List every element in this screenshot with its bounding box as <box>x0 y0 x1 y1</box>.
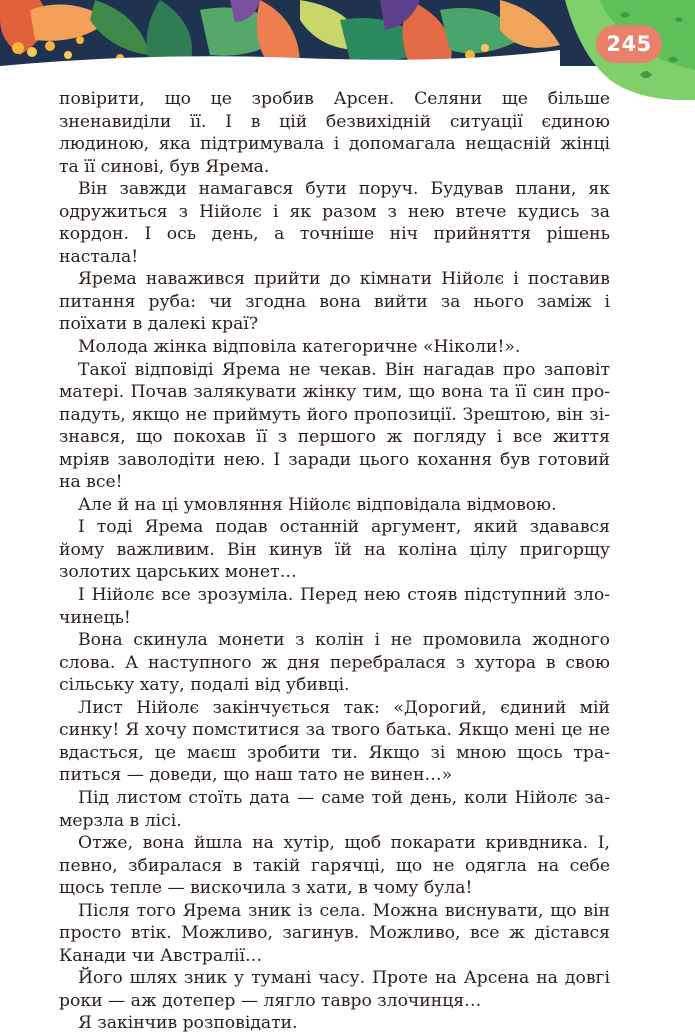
paragraph: Такої відповіді Ярема не чекав. Він нагадав про заповіт матері. Почав залякувати жінку тим, що вона та її син пропадуть, якщо не приймуть його пропозиції. Зрештою, він зізнався, що покохав її з першого ж погляду і все життя мріяв заволодіти нею. І заради цього кохання був готовий на все! <box>59 359 610 493</box>
story-text <box>59 88 610 1035</box>
paragraph: Вона скинула монети з колін і не промовила жодного слова. А наступного ж дня перебралася з хутора в свою сільську хату, подалі від убивці. <box>59 630 610 696</box>
paragraph: Лист Нійолє закінчується так: «Дорогий, єдиний мій синку! Я хочу помститися за твого батька. Якщо мені це не вдасться, це маєш зробити ти. Якщо зі мною щось трапиться — доведи, що наш тато не винен…» <box>59 697 610 786</box>
paragraph: Під листом стоїть дата — саме той день, коли Нійолє замерзла в лісі. <box>59 787 610 831</box>
floral-header-illustration <box>0 0 695 100</box>
paragraph: повірити, що це зробив Арсен. Селяни ще більше зненавиділи її. І в цій безвихідній ситуації єдиною людиною, яка підтримувала і допомагала нещасній жінці та її синові, був Ярема. <box>59 89 610 177</box>
paragraph: Отже, вона йшла на хутір, щоб покарати кривдника. І, певно, збиралася в такій гарячці, що не одягла на себе щось тепле — вискочила з хати, в чому була! <box>59 833 610 899</box>
paragraph: Але й на ці умовляння Нійолє відповідала відмовою. <box>78 494 557 515</box>
paragraph: Після того Ярема зник із села. Можна виснувати, що він просто втік. Можливо, загинув. Можливо, все ж дістався Канади чи Австралії… <box>59 900 610 966</box>
page-number-badge: 245 <box>596 25 662 63</box>
paragraph: Молода жінка відповіла категоричне «Ніколи!». <box>78 337 521 358</box>
paragraph: Я закінчив розповідати. <box>78 1013 298 1034</box>
paragraph: Ярема наважився прийти до кімнати Нійолє і поставив питання руба: чи згодна вона вийти за нього заміж і поїхати в далекі краї? <box>59 269 610 335</box>
paragraph: І Нійолє все зрозуміла. Перед нею стояв підступний злочинець! <box>59 585 610 628</box>
paragraph: Він завжди намагався бути поруч. Будував плани, як одружиться з Нійолє і як разом з нею втече кудись за кордон. І ось день, а точніше ніч прийняття рішень настала! <box>59 179 610 267</box>
paragraph: Його шлях зник у тумані часу. Проте на Арсена на довгі роки — аж дотепер — лягло тавро злочинця… <box>59 968 610 1011</box>
paragraph: І тоді Ярема подав останній аргумент, який здавався йому важливим. Він кинув їй на коліна цілу пригорщу золотих царських монет… <box>59 517 610 583</box>
